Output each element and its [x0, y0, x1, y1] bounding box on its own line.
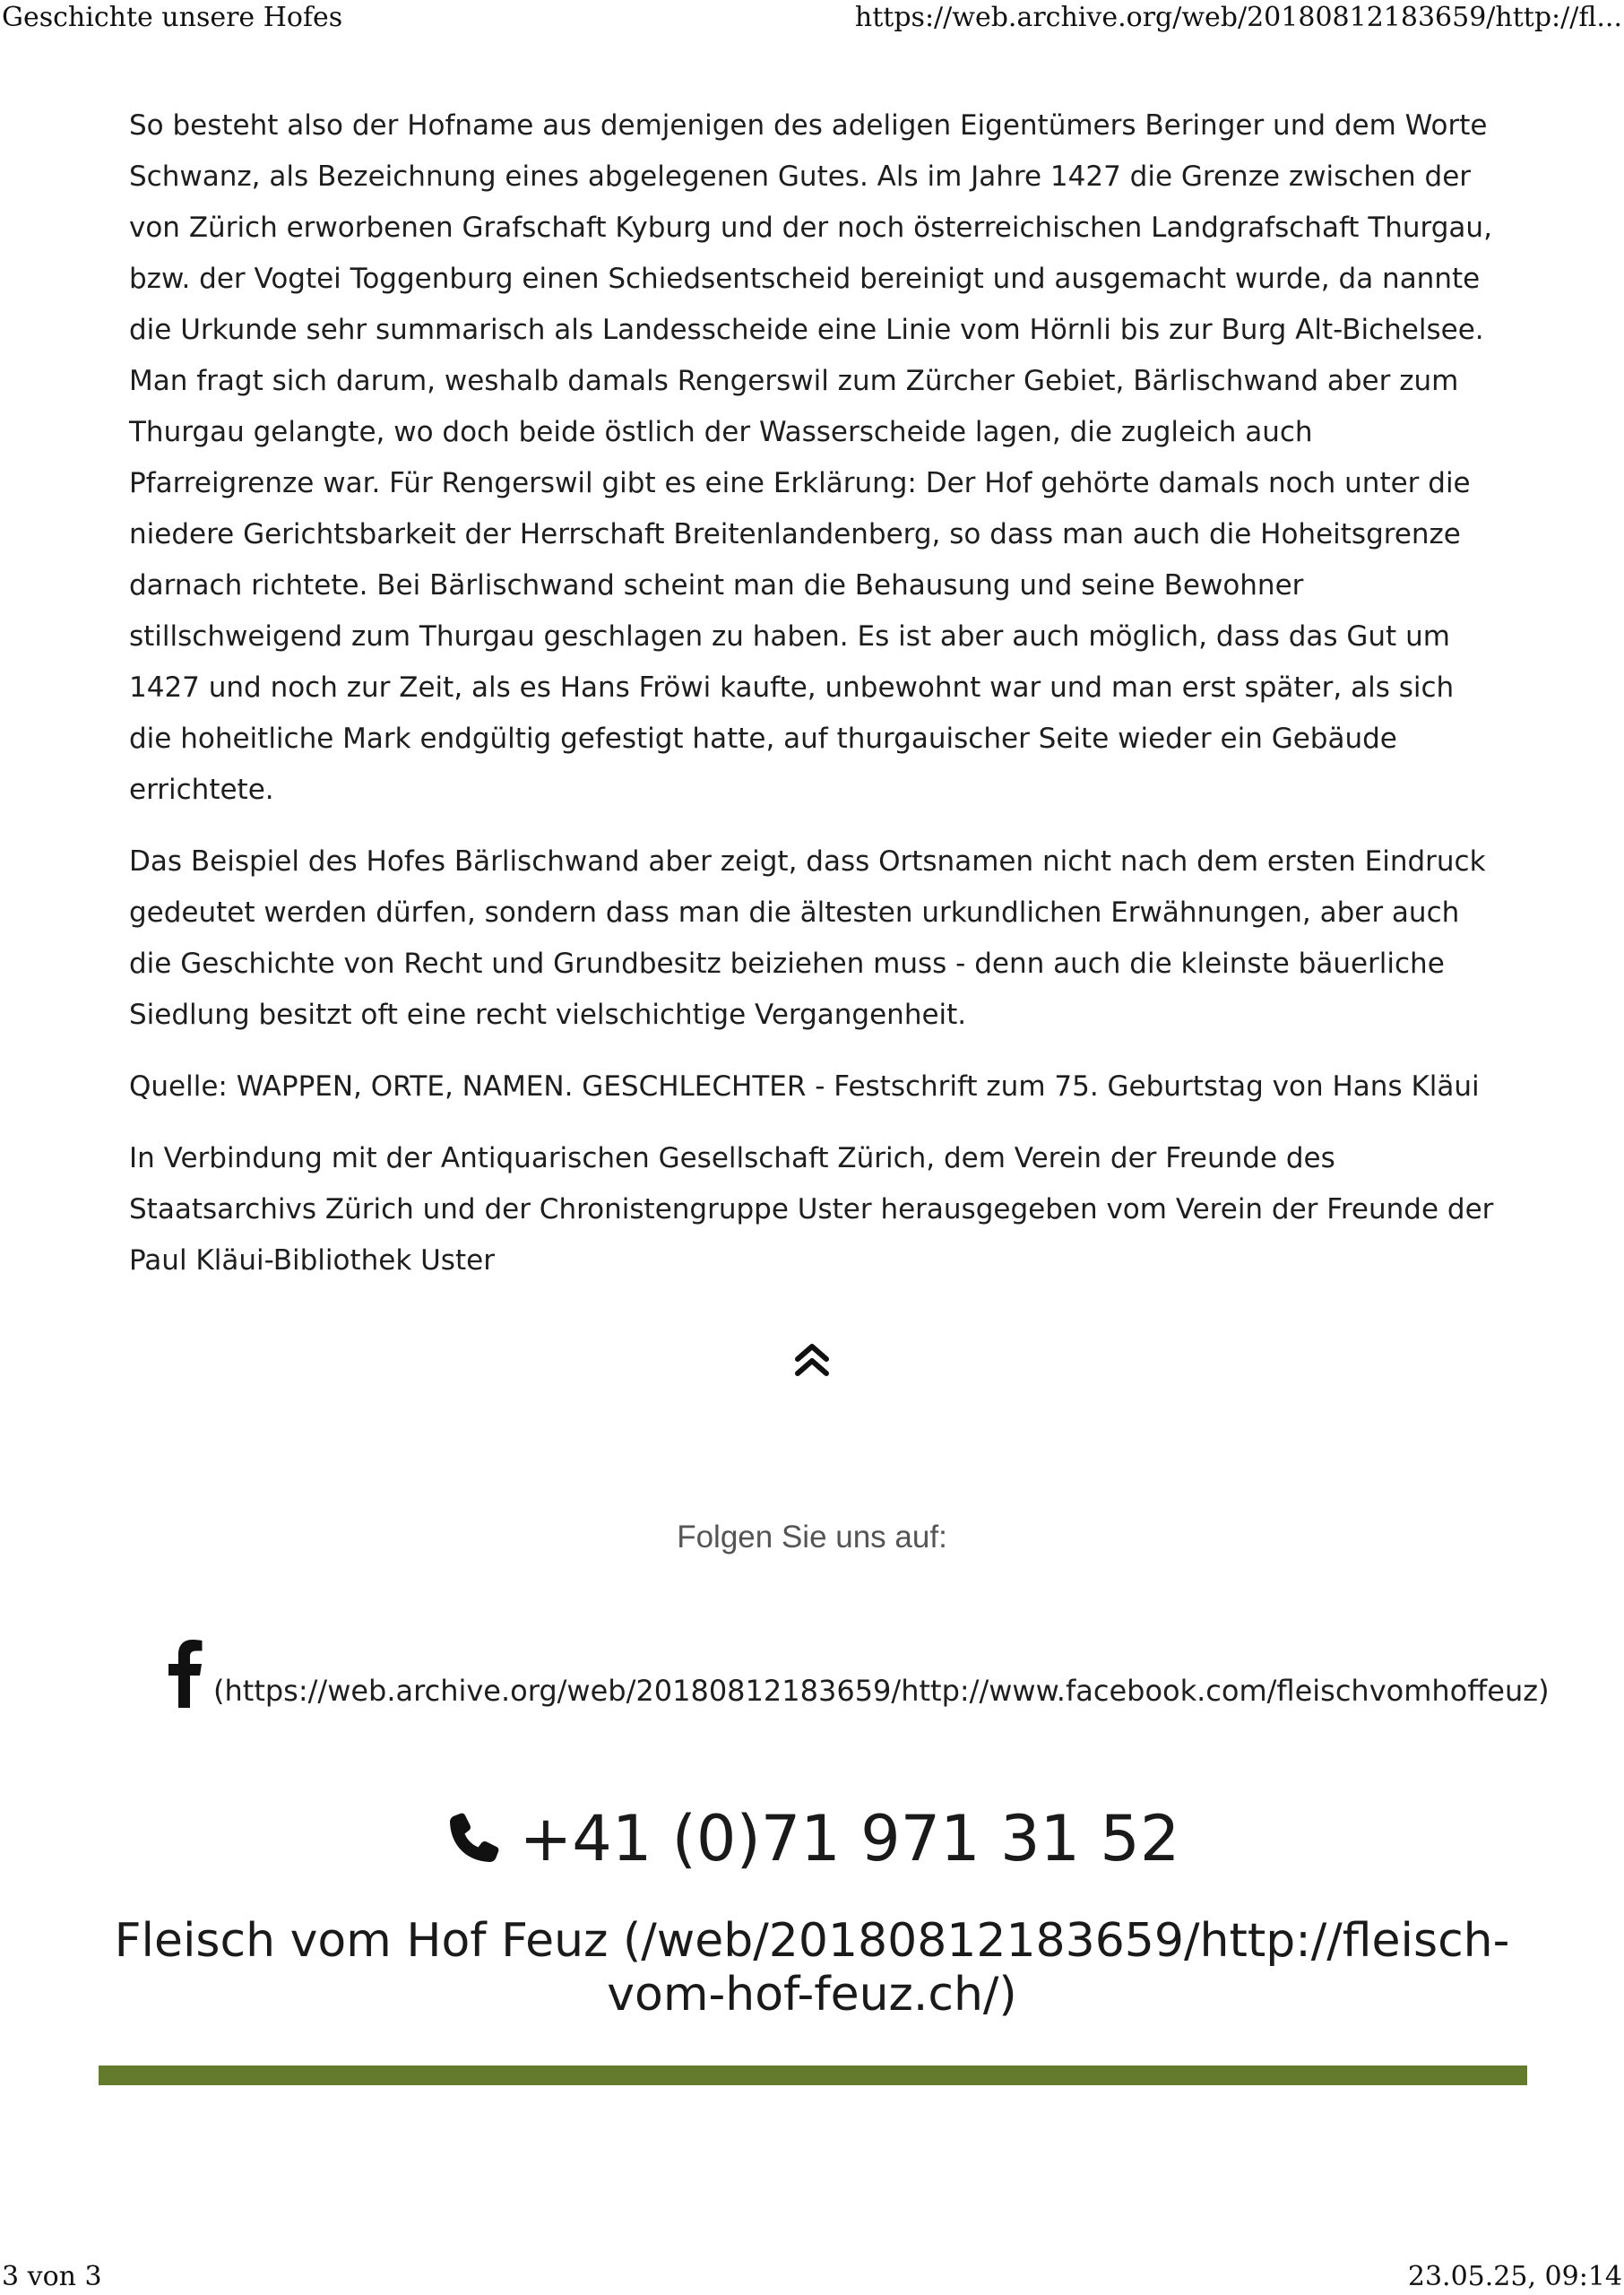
- article-paragraph: Das Beispiel des Hofes Bärlischwand aber zeigt, dass Ortsnamen nicht nach dem ersten Eindruck gedeutet werden dürfen, sondern dass man die ältesten urkundlichen Erwähnungen, aber auch die Geschichte von Recht und Grundbesitz beiziehen muss - denn auch die kleinste bäuerliche Siedlung besitzt oft eine recht vielschichtige Vergangenheit.: [129, 845, 1486, 1031]
- print-header-title: Geschichte unsere Hofes: [2, 2, 343, 33]
- print-footer: [0, 2261, 1624, 2292]
- facebook-link[interactable]: [167, 1636, 1550, 1708]
- source-detail: In Verbindung mit der Antiquarischen Gesellschaft Zürich, dem Verein der Freunde des Staatsarchivs Zürich und der Chronistengruppe Uster herausgegeben vom Verein der Freunde der Paul Kläui-Bibliothek Uster: [129, 1142, 1494, 1277]
- footer-accent-bar: [99, 2066, 1527, 2085]
- source-block: [129, 1061, 1500, 1286]
- page-number: 3 von 3: [2, 2261, 102, 2292]
- double-chevron-up-icon: [785, 1332, 839, 1386]
- follow-label: Folgen Sie uns auf:: [677, 1520, 947, 1555]
- phone-number[interactable]: +41 (0)71 971 31 52: [519, 1802, 1180, 1875]
- article-content: [129, 100, 1500, 1307]
- article-paragraph: So besteht also der Hofname aus demjenigen des adeligen Eigentümers Beringer und dem Worte Schwanz, als Bezeichnung eines abgelegenen Gutes. Als im Jahre 1427 die Grenze zwischen der von Zürich erworbenen Grafschaft Kyburg und der noch österreichischen Landgrafschaft Thurgau, bzw. der Vogtei Toggenburg einen Schiedsentscheid bereinigt und ausgemacht wurde, da nannte die Urkunde sehr summarisch als Landesscheide eine Linie vom Hörnli bis zur Burg Alt-Bichelsee. Man fragt sich darum, weshalb damals Rengerswil zum Zürcher Gebiet, Bärlischwand aber zum Thurgau gelangte, wo doch beide östlich der Wasserscheide lagen, die zugleich auch Pfarreigrenze war. Für Rengerswil gibt es eine Erklärung: Der Hof gehörte damals noch unter die niedere Gerichtsbarkeit der Herrschaft Breitenlandenberg, so dass man auch die Hoheitsgrenze darnach richtete. Bei Bärlischwand scheint man die Behausung und seine Bewohner stillschweigend zum Thurgau geschlagen zu haben. Es ist aber auch möglich, dass das Gut um 1427 und noch zur Zeit, als es Hans Fröwi kaufte, unbewohnt war und man erst später, als sich die hoheitliche Mark endgültig gefestigt hatte, auf thurgauischer Seite wieder ein Gebäude errichtete.: [129, 109, 1492, 806]
- print-datetime: 23.05.25, 09:14: [1407, 2261, 1622, 2292]
- facebook-icon: [167, 1636, 203, 1708]
- site-home-link[interactable]: Fleisch vom Hof Feuz (/web/20180812183659/http://fleisch-vom-hof-feuz.ch/): [114, 1914, 1510, 2022]
- print-header: [0, 2, 1624, 33]
- print-header-url: https://web.archive.org/web/20180812183659/http://fl...: [854, 2, 1622, 33]
- phone-icon: [445, 1810, 502, 1867]
- phone-contact[interactable]: [0, 1802, 1624, 1875]
- source-line: Quelle: WAPPEN, ORTE, NAMEN. GESCHLECHTER - Festschrift zum 75. Geburtstag von Hans Kläui: [129, 1070, 1480, 1103]
- scroll-top-button[interactable]: [785, 1332, 839, 1386]
- facebook-link-text[interactable]: (https://web.archive.org/web/20180812183659/http://www.facebook.com/fleischvomhoffeuz): [213, 1674, 1550, 1708]
